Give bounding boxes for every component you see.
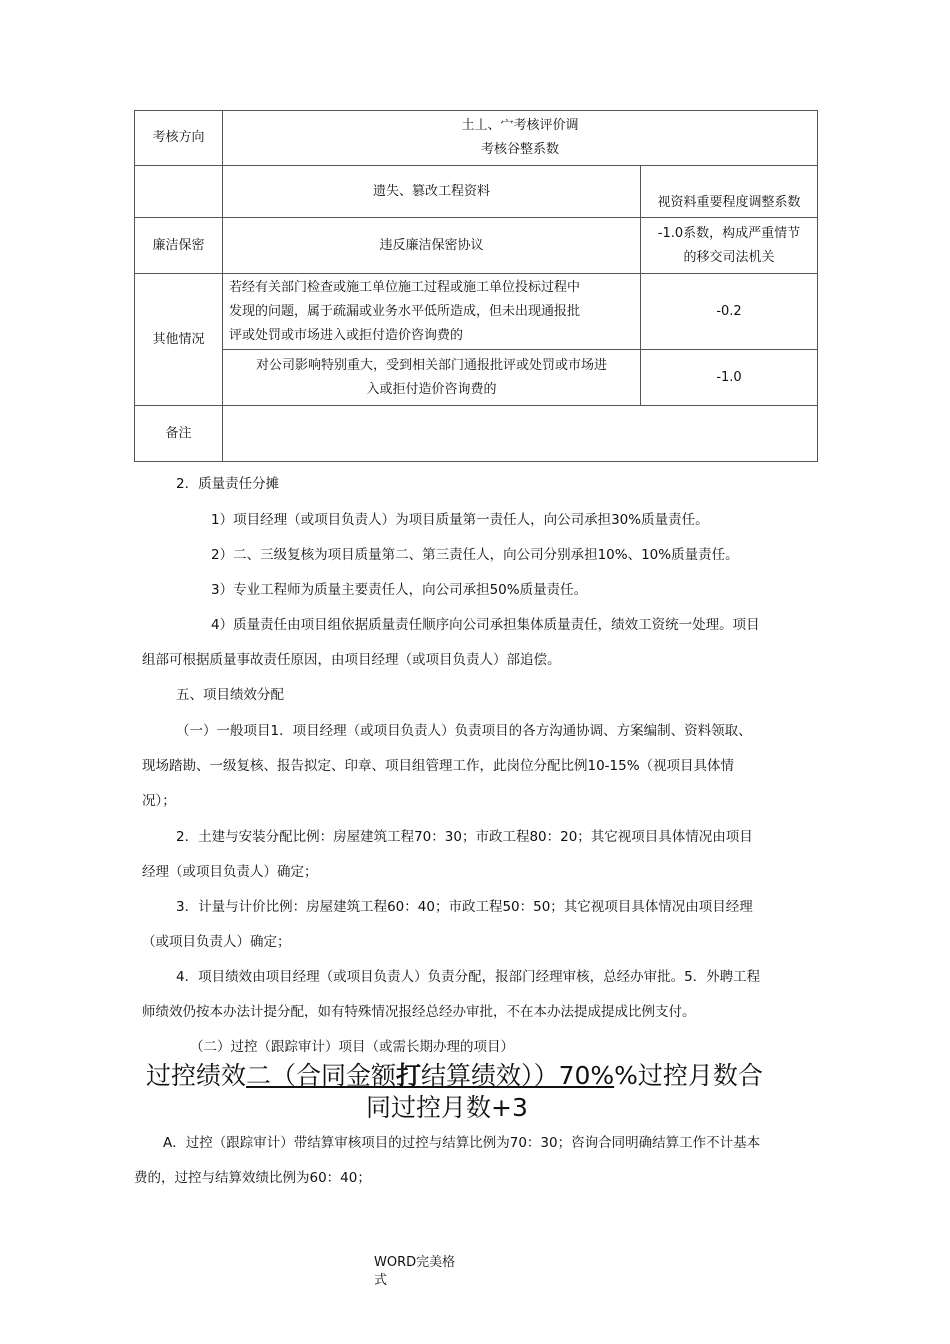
footer-text: WORD完美格: [374, 1255, 456, 1270]
formula-text: %过控月数合: [614, 1061, 763, 1090]
body-paragraph: 经理（或项目负责人）确定；: [142, 864, 318, 880]
header-direction-cell: 考核方向: [135, 111, 223, 166]
item-line: 入或拒付造价咨询费的: [366, 381, 497, 397]
formula-text: ）70%: [533, 1061, 615, 1090]
coefficient-line: -1.0系数，构成严重情节: [657, 225, 801, 241]
category-cell: 其他情况: [135, 274, 223, 406]
coefficient-line: 的移交司法机关: [683, 249, 775, 265]
table-row: [135, 406, 818, 462]
section2-heading: 2．质量责任分摊: [176, 476, 280, 492]
item-cell: 违反廉洁保密协议: [223, 218, 641, 274]
responsibility-item: 3）专业工程师为质量主要责任人，向公司承担50%质量责任。: [211, 582, 588, 598]
formula-underlined: [246, 1061, 614, 1090]
body-paragraph: A．过控（跟踪审计）带结算审核项目的过控与结算比例为70：30；咨询合同明确结算工作不计基本: [163, 1135, 761, 1151]
responsibility-item: 1）项目经理（或项目负责人）为项目质量第一责任人，向公司承担30%质量责任。: [211, 512, 709, 528]
footer-text: 式: [374, 1273, 388, 1288]
header-title-line: 考核谷整系数: [481, 142, 560, 157]
header-title-line: 土丄、宀考核评价调: [461, 118, 579, 133]
body-paragraph: 现场踏勘、一级复核、报告拟定、印章、项目组管理工作，此岗位分配比例10-15%（视项目具体情: [142, 758, 735, 774]
coefficient-cell: 视资料重要程度调整系数: [641, 166, 818, 218]
formula-line: [146, 1061, 763, 1091]
body-paragraph: 2．土建与安装分配比例：房屋建筑工程70：30；市政工程80：20；其它视项目具体情况由项目: [176, 829, 753, 845]
table-header-row: [135, 111, 818, 166]
remarks-label-cell: 备注: [135, 406, 223, 462]
responsibility-item-cont: 组部可根据质量事故责任原因，由项目经理（或项目负责人）部追偿。: [142, 652, 561, 668]
section5-heading: 五、项目绩效分配: [176, 687, 284, 703]
formula-text: 结算绩效）: [421, 1061, 534, 1090]
body-paragraph: 费的，过控与结算效绩比例为60：40；: [134, 1170, 371, 1186]
formula-line-2: 同过控月数+3: [366, 1093, 528, 1122]
item-line: 评或处罚或市场进入或拒付造价咨询费的: [229, 327, 464, 343]
body-paragraph: 4．项目绩效由项目经理（或项目负责人）负责分配，报部门经理审核，总经办审批。5．外聘工程: [176, 969, 761, 985]
table-row: [135, 166, 818, 218]
table-row: [135, 350, 818, 406]
item-cell: [223, 350, 641, 406]
body-paragraph: （或项目负责人）确定；: [142, 934, 291, 950]
formula-text: 打: [396, 1061, 422, 1090]
subsection-heading: （二）过控（跟踪审计）项目（或需长期办理的项目）: [190, 1039, 514, 1055]
body-paragraph: 况）；: [142, 793, 176, 809]
coefficient-cell: [641, 218, 818, 274]
coefficient-cell: -0.2: [641, 274, 818, 350]
responsibility-item: 2）二、三级复核为项目质量第二、第三责任人，向公司分别承担10%、10%质量责任。: [211, 547, 739, 563]
table-row: [135, 274, 818, 350]
table-row: [135, 218, 818, 274]
item-line: 发现的问题，属于疏漏或业务水平低所造成，但未出现通报批: [229, 303, 581, 319]
category-cell: [135, 166, 223, 218]
remarks-content-cell: [223, 406, 818, 462]
body-paragraph: 师绩效仍按本办法计提分配，如有特殊情况报经总经办审批，不在本办法提成提成比例支付。: [142, 1004, 696, 1020]
item-cell: [223, 274, 641, 350]
body-paragraph: （一）一般项目1．项目经理（或项目负责人）负责项目的各方沟通协调、方案编制、资料领取、: [176, 723, 752, 739]
assessment-table: [134, 110, 818, 462]
responsibility-item: 4）质量责任由项目组依据质量责任顺序向公司承担集体质量责任，绩效工资统一处理。项目: [211, 617, 760, 633]
header-title-cell: [223, 111, 818, 166]
item-cell: 遗失、篡改工程资料: [223, 166, 641, 218]
coefficient-cell: -1.0: [641, 350, 818, 406]
formula-text: 二（合同金额: [246, 1061, 397, 1090]
formula-text: 过控绩效: [146, 1061, 247, 1090]
item-line: 对公司影响特别重大，受到相关部门通报批评或处罚或市场进: [255, 357, 607, 373]
item-line: 若经有关部门检查或施工单位施工过程或施工单位投标过程中: [229, 279, 581, 295]
body-paragraph: 3．计量与计价比例：房屋建筑工程60：40；市政工程50：50；其它视项目具体情况由项目经理: [176, 899, 753, 915]
category-cell: 廉洁保密: [135, 218, 223, 274]
